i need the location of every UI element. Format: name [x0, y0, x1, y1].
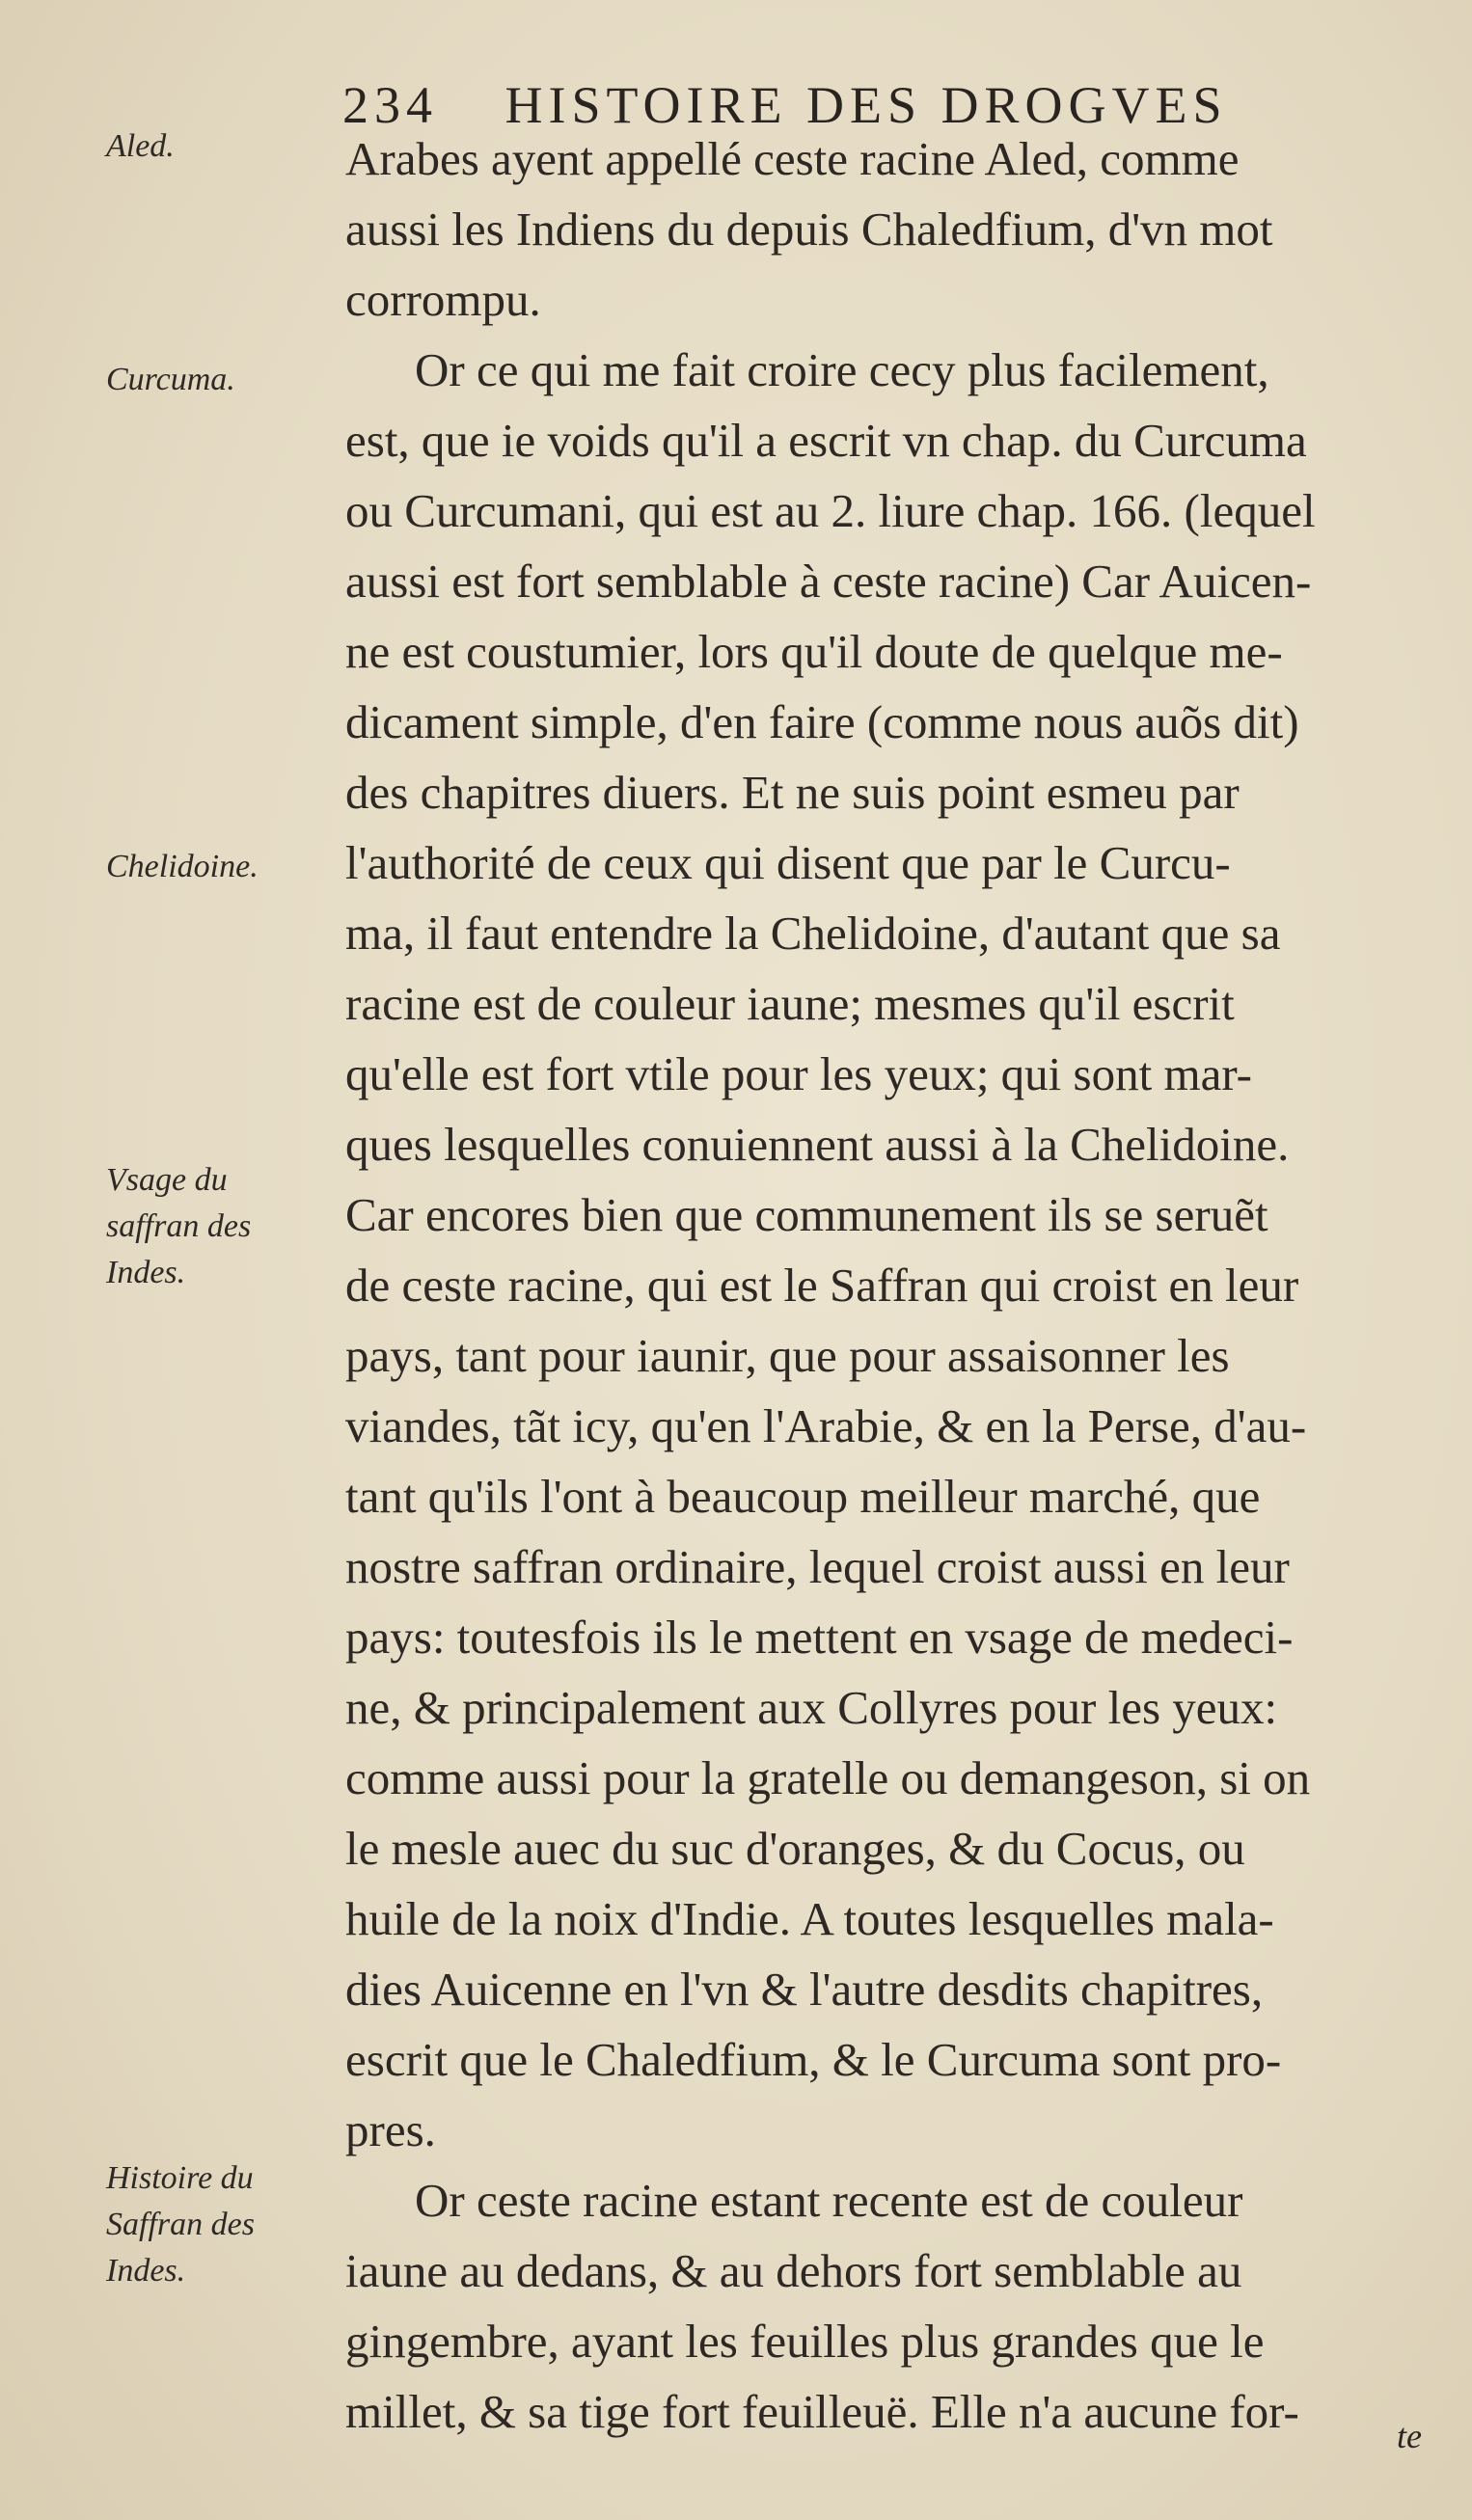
- text-line: l'authorité de ceux qui disent que par le Curcu-: [345, 836, 1231, 889]
- text-line: pres.: [345, 2103, 436, 2156]
- text-line: des chapitres diuers. Et ne suis point esmeu par: [345, 766, 1240, 819]
- margin-note-aled: Aled.: [106, 128, 175, 164]
- text-line: ne, & principalement aux Collyres pour les yeux:: [345, 1681, 1278, 1734]
- margin-note-histoire: Histoire du Saffran des Indes.: [106, 2160, 255, 2289]
- text-line: Arabes ayent appellé ceste racine Aled, comme: [345, 132, 1240, 185]
- catchword: te: [1397, 2417, 1422, 2455]
- running-title: HISTOIRE DES DROGVES: [504, 76, 1228, 134]
- text-line: est, que ie voids qu'il a escrit vn chap. du Curcuma: [345, 414, 1307, 467]
- text-line: viandes, tãt icy, qu'en l'Arabie, & en la Perse, d'au-: [345, 1399, 1307, 1452]
- text-line: iaune au dedans, & au dehors fort semblable au: [345, 2244, 1242, 2297]
- main-text: [345, 123, 1443, 2447]
- text-line: ou Curcumani, qui est au 2. liure chap. 166. (lequel: [345, 484, 1316, 537]
- text-line: huile de la noix d'Indie. A toutes lesquelles mala-: [345, 1892, 1274, 1945]
- margin-note-vsage: Vsage du saffran des Indes.: [106, 1162, 252, 1290]
- text-line: qu'elle est fort vtile pour les yeux; qui sont mar-: [345, 1047, 1252, 1100]
- text-line: le mesle auec du suc d'oranges, & du Cocus, ou: [345, 1822, 1245, 1875]
- margin-note-curcuma: Curcuma.: [106, 362, 235, 397]
- text-line: racine est de couleur iaune; mesmes qu'il escrit: [345, 977, 1235, 1030]
- text-line: comme aussi pour la gratelle ou demangeson, si on: [345, 1751, 1311, 1804]
- text-line: Or ceste racine estant recente est de couleur: [415, 2174, 1243, 2227]
- text-line: pays: toutesfois ils le mettent en vsage de medeci-: [345, 1611, 1294, 1664]
- text-line: Or ce qui me fait croire cecy plus facilement,: [415, 343, 1269, 396]
- page-number: 234: [342, 76, 438, 134]
- text-line: nostre saffran ordinaire, lequel croist aussi en leur: [345, 1540, 1290, 1593]
- text-line: dicament simple, d'en faire (comme nous auõs dit): [345, 695, 1299, 748]
- margin-note-chelidoine: Chelidoine.: [106, 849, 259, 884]
- text-line: aussi les Indiens du depuis Chaledfium, d'vn mot: [345, 203, 1273, 256]
- text-line: escrit que le Chaledfium, & le Curcuma sont pro-: [345, 2033, 1282, 2086]
- text-line: ques lesquelles conuiennent aussi à la Chelidoine.: [345, 1118, 1290, 1171]
- text-line: millet, & sa tige fort feuilleuë. Elle n'a aucune for-: [345, 2385, 1299, 2438]
- text-line: Car encores bien que communement ils se seruẽt: [345, 1188, 1268, 1241]
- text-line: de ceste racine, qui est le Saffran qui croist en leur: [345, 1259, 1299, 1312]
- text-line: ma, il faut entendre la Chelidoine, d'autant que sa: [345, 907, 1281, 960]
- text-line: aussi est fort semblable à ceste racine) Car Auicen-: [345, 555, 1312, 608]
- text-line: gingembre, ayant les feuilles plus grandes que le: [345, 2315, 1265, 2368]
- text-line: dies Auicenne en l'vn & l'autre desdits chapitres,: [345, 1963, 1264, 2016]
- text-line: corrompu.: [345, 273, 541, 326]
- text-line: tant qu'ils l'ont à beaucoup meilleur marché, que: [345, 1470, 1261, 1523]
- text-line: ne est coustumier, lors qu'il doute de quelque me-: [345, 625, 1283, 678]
- text-line: pays, tant pour iaunir, que pour assaisonner les: [345, 1329, 1230, 1382]
